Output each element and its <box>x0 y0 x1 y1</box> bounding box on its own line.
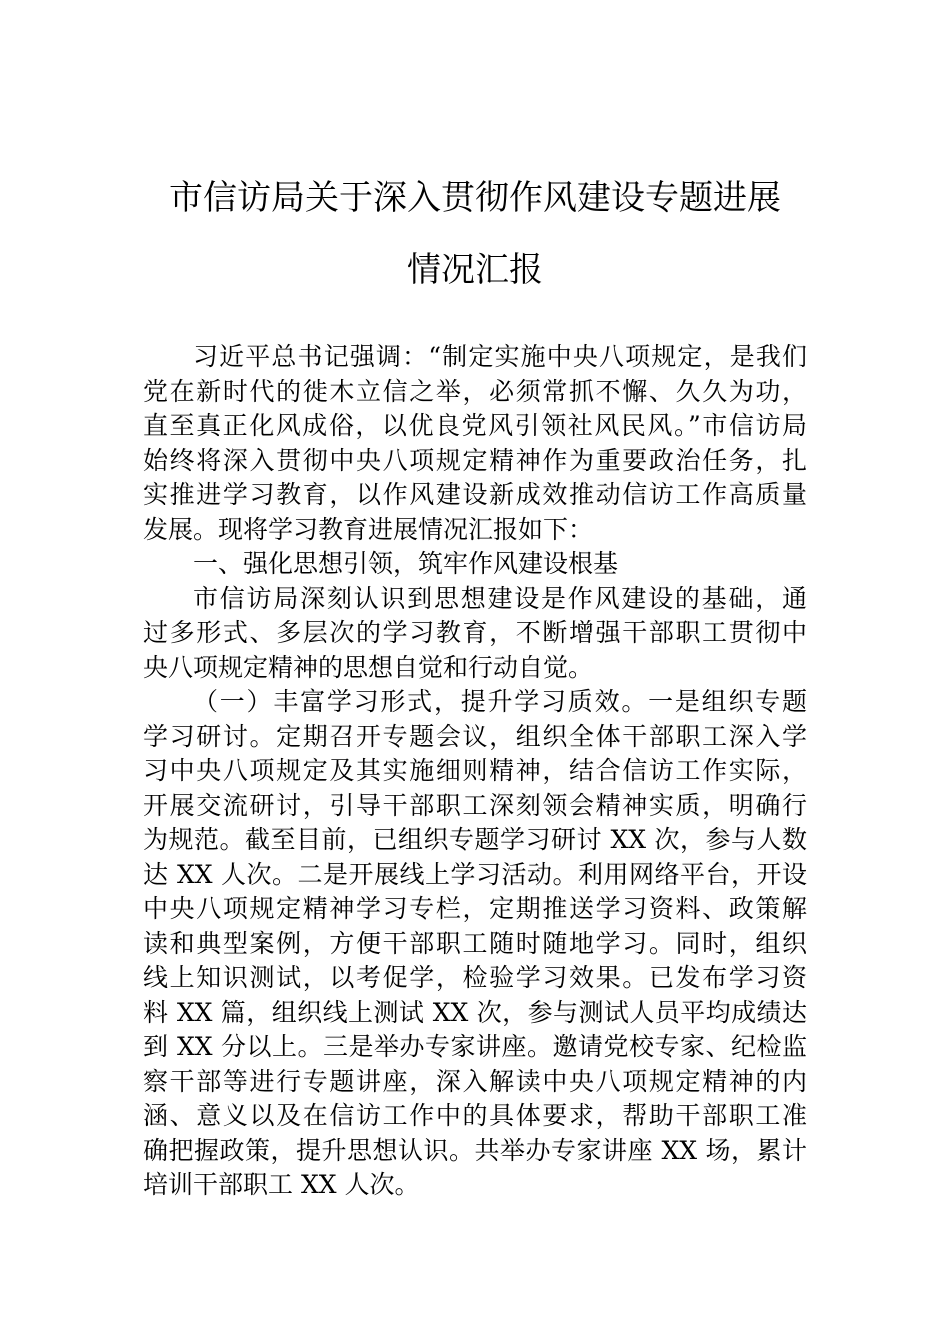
document-title-line-1: 市信访局关于深入贯彻作风建设专题进展 <box>169 178 781 218</box>
document-title-line-2: 情况汇报 <box>407 250 543 290</box>
document-body <box>143 340 807 1203</box>
paragraph-3-line-15: 培训干部职工 XX 人次。 <box>143 1170 420 1199</box>
paragraph-1-line-4: 始终将深入贯彻中央八项规定精神作为重要政治任务，扎 <box>143 445 807 475</box>
paragraph-2-line-3: 央八项规定精神的思想自觉和行动自觉。 <box>143 652 594 682</box>
paragraph-1-line-3: 直至真正化风成俗，以优良党风引领社风民风。”市信访局 <box>143 411 807 440</box>
paragraph-3-line-2: 学习研讨。定期召开专题会议，组织全体干部职工深入学 <box>143 721 807 751</box>
paragraph-3-line-9: 线上知识测试，以考促学，检验学习效果。已发布学习资 <box>143 963 807 992</box>
paragraph-3-line-3: 习中央八项规定及其实施细则精神，结合信访工作实际， <box>143 756 807 785</box>
paragraph-2-line-1: 市信访局深刻认识到思想建设是作风建设的基础，通 <box>193 583 807 613</box>
paragraph-3-line-12: 察干部等进行专题讲座，深入解读中央八项规定精神的内 <box>143 1066 807 1096</box>
paragraph-1-line-1: 习近平总书记强调：“制定实施中央八项规定，是我们 <box>193 342 807 371</box>
paragraph-3-line-10: 料 XX 篇，组织线上测试 XX 次，参与测试人员平均成绩达 <box>143 997 807 1027</box>
paragraph-3-line-8: 读和典型案例，方便干部职工随时随地学习。同时，组织 <box>143 928 807 958</box>
paragraph-3-line-7: 中央八项规定精神学习专栏，定期推送学习资料、政策解 <box>143 894 807 923</box>
paragraph-3-line-4: 开展交流研讨，引导干部职工深刻领会精神实质，明确行 <box>143 790 807 820</box>
paragraph-3-line-14: 确把握政策，提升思想认识。共举办专家讲座 XX 场，累计 <box>143 1135 807 1165</box>
section-heading-1: 一、强化思想引领，筑牢作风建设根基 <box>193 549 619 578</box>
paragraph-1-line-6: 发展。现将学习教育进展情况汇报如下： <box>143 514 594 544</box>
paragraph-1-line-2: 党在新时代的徙木立信之举，必须常抓不懈、久久为功， <box>143 376 807 406</box>
paragraph-3-line-11: 到 XX 分以上。三是举办专家讲座。邀请党校专家、纪检监 <box>143 1032 807 1061</box>
paragraph-2-line-2: 过多形式、多层次的学习教育，不断增强干部职工贯彻中 <box>143 618 807 647</box>
paragraph-3-line-6: 达 XX 人次。二是开展线上学习活动。利用网络平台，开设 <box>143 859 807 889</box>
paragraph-1-line-5: 实推进学习教育，以作风建设新成效推动信访工作高质量 <box>143 480 807 509</box>
paragraph-3-line-13: 涵、意义以及在信访工作中的具体要求，帮助干部职工准 <box>143 1101 807 1130</box>
paragraph-3-line-5: 为规范。截至目前，已组织专题学习研讨 XX 次，参与人数 <box>143 825 807 854</box>
paragraph-3-line-1: （一）丰富学习形式，提升学习质效。一是组织专题 <box>193 687 807 716</box>
